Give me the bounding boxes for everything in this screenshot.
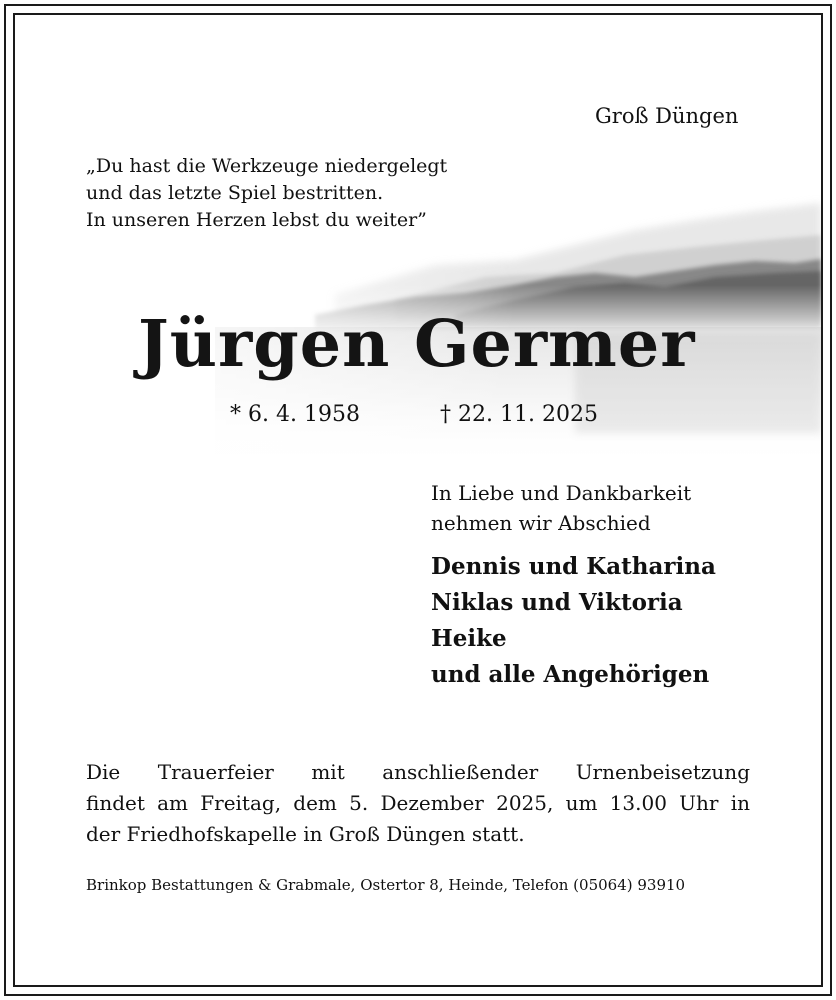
farewell-text xyxy=(431,478,691,538)
mourner: und alle Angehörigen xyxy=(431,661,710,688)
quote-line: und das letzte Spiel bestritten. xyxy=(86,182,384,204)
funeral-service-info xyxy=(86,757,750,850)
service-line: Die Trauerfeier mit anschließender Urnenbeisetzung xyxy=(86,760,750,784)
quote-line: In unseren Herzen lebst du weiter” xyxy=(86,209,427,231)
service-line: findet am Freitag, dem 5. Dezember 2025, um 13.00 Uhr in xyxy=(86,791,750,815)
service-line: der Friedhofskapelle in Groß Düngen statt. xyxy=(86,822,525,846)
deceased-name: Jürgen Germer xyxy=(138,306,696,382)
location: Groß Düngen xyxy=(595,104,739,128)
death-date: † 22. 11. 2025 xyxy=(440,402,598,427)
mourners-list xyxy=(431,549,716,693)
birth-date: * 6. 4. 1958 xyxy=(230,402,360,427)
mourner: Heike xyxy=(431,625,507,652)
undertaker-contact: Brinkop Bestattungen & Grabmale, Ostertor 8, Heinde, Telefon (05064) 93910 xyxy=(86,876,686,894)
memorial-quote xyxy=(86,153,447,234)
quote-line: „Du hast die Werkzeuge niedergelegt xyxy=(86,155,448,177)
farewell-line: In Liebe und Dankbarkeit xyxy=(431,481,692,505)
mourner: Dennis und Katharina xyxy=(431,553,716,580)
mourner: Niklas und Viktoria xyxy=(431,589,683,616)
farewell-line: nehmen wir Abschied xyxy=(431,511,651,535)
